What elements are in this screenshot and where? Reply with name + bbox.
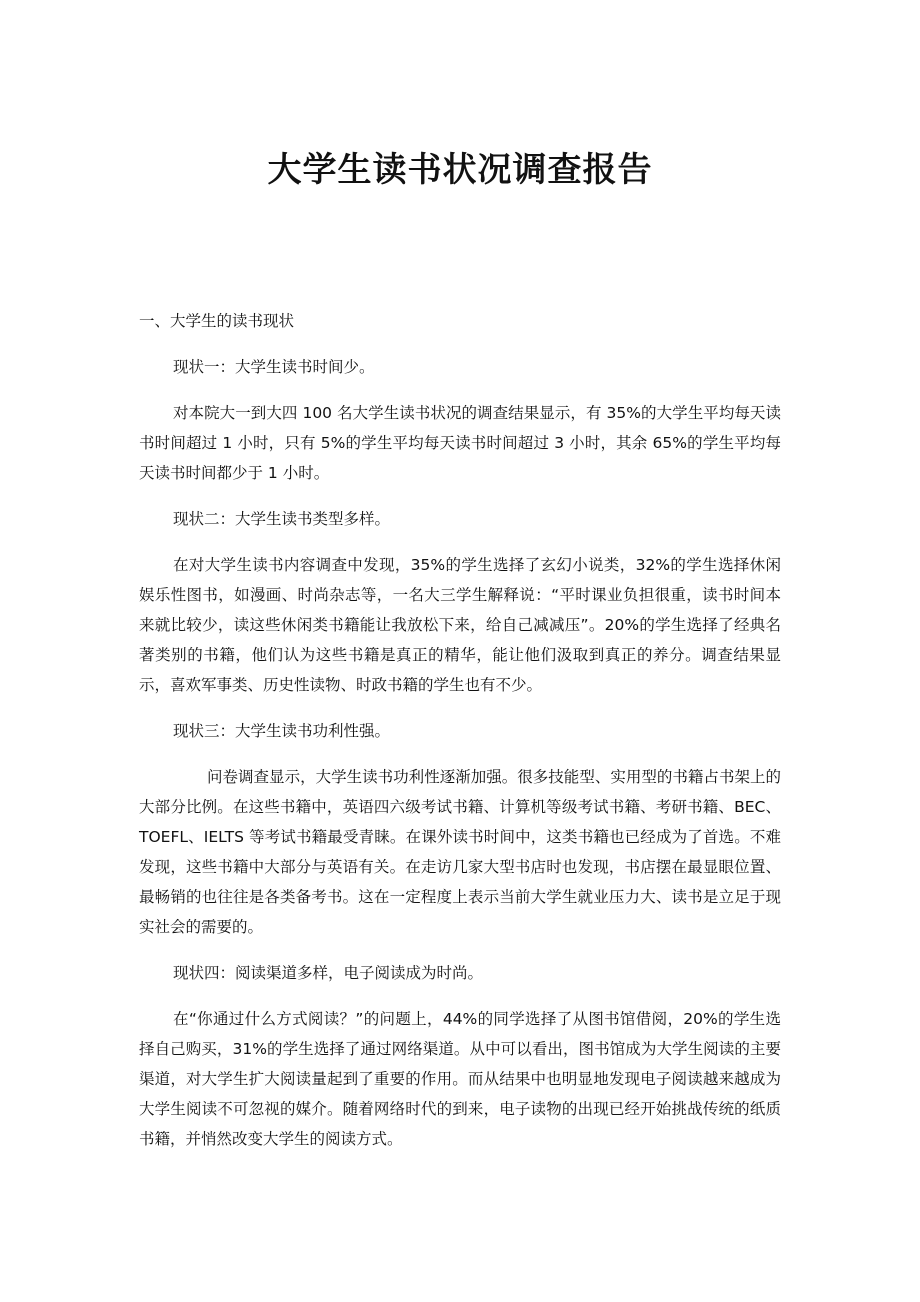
body-paragraph-4: 在“你通过什么方式阅读？”的问题上，44%的同学选择了从图书馆借阅，20%的学生选择自己购买，31%的学生选择了通过网络渠道。从中可以看出，图书馆成为大学生阅读的主要渠道，对大学生扩大阅读量起到了重要的作用。而从结果中也明显地发现电子阅读越来越成为大学生阅读不可忽视的媒介。随着网络时代的到来，电子读物的出现已经开始挑战传统的纸质书籍，并悄然改变大学生的阅读方式。 — [139, 1010, 781, 1148]
status-heading-1: 现状一：大学生读书时间少。 — [173, 358, 375, 376]
body-paragraph-1: 对本院大一到大四 100 名大学生读书状况的调查结果显示，有 35%的大学生平均每天读书时间超过 1 小时，只有 5%的学生平均每天读书时间超过 3 小时，其余 65%的学生平均每天读书时间都少于 1 小时。 — [139, 404, 781, 482]
status-heading-4: 现状四：阅读渠道多样，电子阅读成为时尚。 — [173, 964, 484, 982]
document-body — [139, 306, 781, 1154]
document-title: 大学生读书状况调查报告 — [267, 150, 653, 190]
status-heading-2: 现状二：大学生读书类型多样。 — [173, 510, 391, 528]
status-heading-3: 现状三：大学生读书功利性强。 — [173, 722, 391, 740]
body-paragraph-3: 问卷调查显示，大学生读书功利性逐渐加强。很多技能型、实用型的书籍占书架上的大部分比例。在这些书籍中，英语四六级考试书籍、计算机等级考试书籍、考研书籍、BEC、TOEFL、IELTS 等考试书籍最受青睐。在课外读书时间中，这类书籍也已经成为了首选。不难发现，这些书籍中大部分与英语有关。在走访几家大型书店时也发现，书店摆在最显眼位置、最畅销的也往往是各类备考书。这在一定程度上表示当前大学生就业压力大、读书是立足于现实社会的需要的。 — [139, 768, 781, 936]
section-heading: 一、大学生的读书现状 — [139, 312, 295, 330]
body-paragraph-2: 在对大学生读书内容调查中发现，35%的学生选择了玄幻小说类，32%的学生选择休闲娱乐性图书，如漫画、时尚杂志等，一名大三学生解释说：“平时课业负担很重，读书时间本来就比较少，读这些休闲类书籍能让我放松下来，给自己减减压”。20%的学生选择了经典名著类别的书籍，他们认为这些书籍是真正的精华，能让他们汲取到真正的养分。调查结果显示，喜欢军事类、历史性读物、时政书籍的学生也有不少。 — [139, 556, 781, 694]
